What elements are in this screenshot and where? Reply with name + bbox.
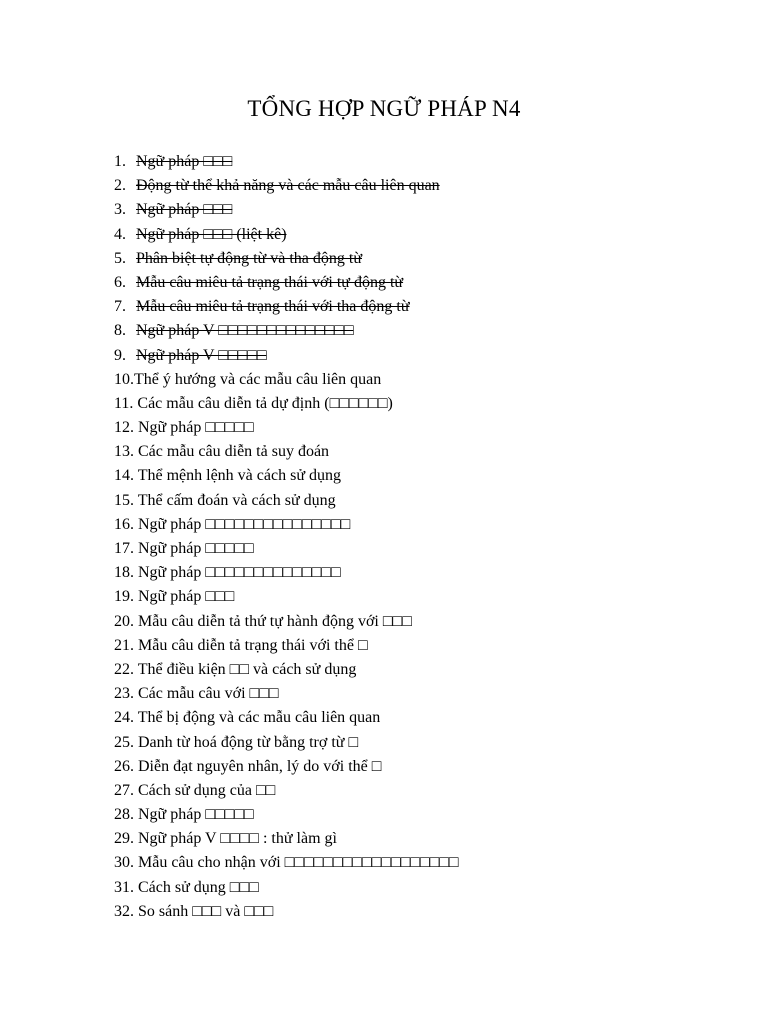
list-item: [114, 682, 714, 706]
list-item: [114, 295, 714, 319]
list-item-number: 15.: [114, 491, 134, 509]
list-item-number: 23.: [114, 685, 134, 703]
list-item: [114, 392, 714, 416]
list-item-text: Danh từ hoá động từ bằng trợ từ □: [134, 733, 359, 751]
list-item: [114, 634, 714, 658]
list-item: [114, 198, 714, 222]
list-item-number: 6.: [114, 273, 126, 291]
list-item-text: Ngữ pháp □□□ (liệt kê): [136, 225, 287, 243]
list-item-number: 10.: [114, 370, 134, 388]
list-item: [114, 731, 714, 755]
list-item-number: 9.: [114, 346, 126, 364]
list-item-text: Thể ý hướng và các mẫu câu liên quan: [134, 370, 382, 388]
list-item: [114, 779, 714, 803]
list-item: [114, 561, 714, 585]
list-item-number: 31.: [114, 878, 134, 896]
list-item: [114, 489, 714, 513]
list-item-text: Ngữ pháp □□□: [134, 588, 235, 606]
list-item-text: Ngữ pháp □□□: [136, 153, 233, 170]
list-item-text: Ngữ pháp □□□□□: [134, 806, 254, 824]
list-item-text: Diễn đạt nguyên nhân, lý do với thể □: [134, 757, 382, 775]
list-item-text: Thể cấm đoán và cách sử dụng: [134, 491, 336, 509]
list-item-number: 30.: [114, 854, 134, 872]
list-item-number: 28.: [114, 806, 134, 824]
list-item: [114, 416, 714, 440]
list-item: [114, 900, 714, 924]
list-item-number: 2.: [114, 177, 126, 195]
list-item: [114, 513, 714, 537]
list-item-text: Các mẫu câu với □□□: [134, 685, 279, 703]
list-item-text: Động từ thể khả năng và các mẫu câu liên quan: [136, 177, 440, 195]
list-item-number: 17.: [114, 540, 134, 557]
list-item-text: Ngữ pháp □□□□□: [134, 540, 254, 557]
list-item: [114, 803, 714, 827]
list-item: [114, 271, 714, 295]
list-item-number: 32.: [114, 902, 134, 920]
list-item-number: 22.: [114, 660, 134, 678]
list-item-number: 16.: [114, 515, 134, 533]
list-item: [114, 610, 714, 634]
list-item: [114, 464, 714, 488]
list-item-number: 8.: [114, 322, 126, 340]
list-item-number: 3.: [114, 201, 126, 219]
list-item-text: Ngữ pháp □□□□□□□□□□□□□□: [134, 564, 341, 582]
list-item-number: 11.: [114, 394, 134, 412]
list-item-number: 1.: [114, 153, 126, 170]
list-item-number: 21.: [114, 636, 134, 654]
list-item-text: Các mẫu câu diễn tả dự định (□□□□□□): [133, 394, 393, 412]
list-item-number: 25.: [114, 733, 134, 751]
list-item-number: 18.: [114, 564, 134, 582]
list-item: [114, 440, 714, 464]
list-item: [114, 851, 714, 875]
list-item: [114, 368, 714, 392]
list-item: [114, 827, 714, 851]
list-item-text: Mẫu câu cho nhận với □□□□□□□□□□□□□□□□□□: [134, 854, 459, 872]
list-item: [114, 755, 714, 779]
list-item-text: Ngữ pháp □□□□□□□□□□□□□□□: [134, 515, 351, 533]
list-item-text: Thể bị động và các mẫu câu liên quan: [134, 709, 381, 727]
list-item: [114, 537, 714, 561]
list-item: [114, 585, 714, 609]
list-item-number: 13.: [114, 443, 134, 461]
list-item-text: Cách sử dụng □□□: [134, 878, 259, 896]
list-item-number: 26.: [114, 757, 134, 775]
list-item-number: 4.: [114, 225, 126, 243]
list-item-text: Ngữ pháp □□□□□: [134, 419, 254, 437]
list-item: [114, 247, 714, 271]
list-item-number: 5.: [114, 249, 126, 267]
list-item-text: Ngữ pháp V □□□□ : thử làm gì: [134, 830, 337, 848]
list-item-number: 19.: [114, 588, 134, 606]
list-item-text: Mẫu câu miêu tả trạng thái với tha động từ: [136, 298, 410, 316]
list-item: [114, 174, 714, 198]
list-item: [114, 876, 714, 900]
list-item-text: Cách sử dụng của □□: [134, 781, 276, 799]
list-item-number: 29.: [114, 830, 134, 848]
list-item-text: Mẫu câu diễn tả thứ tự hành động với □□□: [134, 612, 412, 630]
list-item-text: Ngữ pháp V □□□□□□□□□□□□□□: [136, 322, 354, 340]
list-item-text: Mẫu câu miêu tả trạng thái với tự động từ: [136, 273, 404, 291]
list-item-text: Phân biệt tự động từ và tha động từ: [136, 249, 362, 267]
list-item-text: Thể mệnh lệnh và cách sử dụng: [134, 467, 341, 485]
grammar-list: [114, 150, 714, 924]
list-item-text: Thể điều kiện □□ và cách sử dụng: [134, 660, 357, 678]
list-item: [114, 344, 714, 368]
list-item: [114, 150, 714, 174]
list-item-number: 27.: [114, 781, 134, 799]
list-item-text: So sánh □□□ và □□□: [134, 902, 274, 920]
list-item-number: 14.: [114, 467, 134, 485]
list-item: [114, 319, 714, 343]
list-item-number: 7.: [114, 298, 126, 316]
list-item-text: Ngữ pháp V □□□□□: [136, 346, 267, 364]
page-title: TỔNG HỢP NGỮ PHÁP N4: [247, 96, 521, 121]
list-item-number: 12.: [114, 419, 134, 437]
list-item-text: Ngữ pháp □□□: [136, 201, 233, 219]
list-item: [114, 223, 714, 247]
list-item-text: Các mẫu câu diễn tả suy đoán: [134, 443, 330, 461]
list-item-number: 24.: [114, 709, 134, 727]
list-item: [114, 658, 714, 682]
list-item-text: Mẫu câu diễn tả trạng thái với thể □: [134, 636, 368, 654]
list-item-number: 20.: [114, 612, 134, 630]
list-item: [114, 706, 714, 730]
